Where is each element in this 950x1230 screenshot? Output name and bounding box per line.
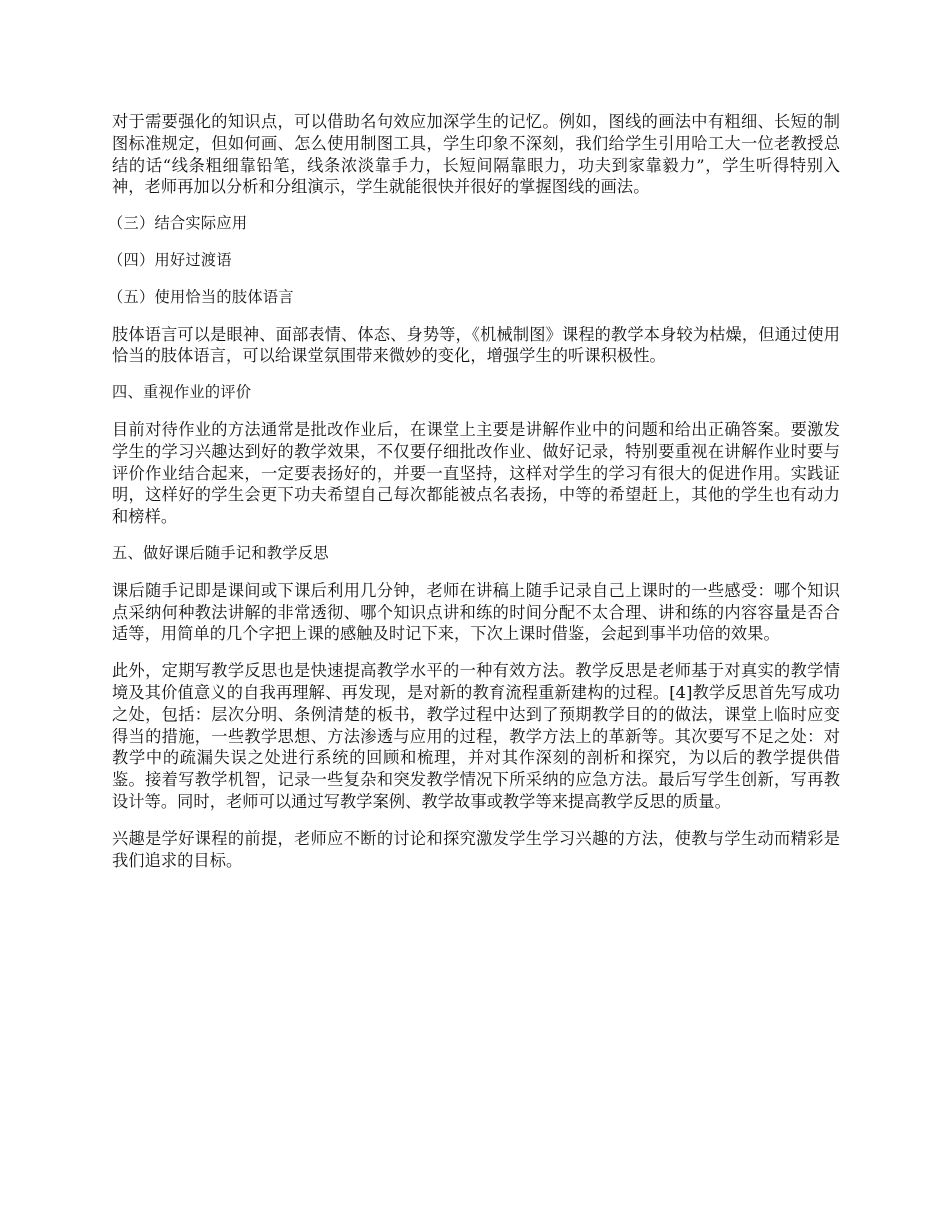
document-page xyxy=(108,111,840,886)
paragraph-famous-quotes: 对于需要强化的知识点，可以借助名句效应加深学生的记忆。例如，图线的画法中有粗细、长短的制图标准规定，但如何画、怎么使用制图工具，学生印象不深刻，我们给学生引用哈工大一位老教授总结的话“线条粗细靠铅笔，线条浓淡靠手力，长短间隔靠眼力，功夫到家靠毅力”，学生听得特别入神，老师再加以分析和分组演示，学生就能很快并很好的掌握图线的画法。 xyxy=(112,112,840,197)
subheading-practical-application: （三）结合实际应用 xyxy=(108,214,248,233)
section-heading-notes-and-reflection: 五、做好课后随手记和教学反思 xyxy=(112,543,329,562)
paragraph-conclusion: 兴趣是学好课程的前提，老师应不断的讨论和探究激发学生学习兴趣的方法，使教与学生动而精彩是我们追求的目标。 xyxy=(112,828,840,870)
paragraph-body-language: 肢体语言可以是眼神、面部表情、体态、身势等，《机械制图》课程的教学本身较为枯燥，但通过使用恰当的肢体语言，可以给课堂氛围带来微妙的变化，增强学生的听课积极性。 xyxy=(112,324,840,366)
subheading-body-language: （五）使用恰当的肢体语言 xyxy=(108,287,294,306)
paragraph-after-class-notes: 课后随手记即是课间或下课后利用几分钟，老师在讲稿上随手记录自己上课时的一些感受：哪个知识点采纳何种教法讲解的非常透彻、哪个知识点讲和练的时间分配不太合理、讲和练的内容容量是否合适等，用简单的几个字把上课的感触及时记下来，下次上课时借鉴，会起到事半功倍的效果。 xyxy=(112,580,840,644)
paragraph-homework-evaluation: 目前对待作业的方法通常是批改作业后，在课堂上主要是讲解作业中的问题和给出正确答案。要激发学生的学习兴趣达到好的教学效果，不仅要仔细批改作业、做好记录，特别要重视在讲解作业时要与评价作业结合起来，一定要表扬好的，并要一直坚持，这样对学生的学习有很大的促进作用。实践证明，这样好的学生会更下功夫希望自己每次都能被点名表扬，中等的希望赶上，其他的学生也有动力和榜样。 xyxy=(112,419,840,527)
subheading-transition-language: （四）用好过渡语 xyxy=(108,250,232,269)
paragraph-teaching-reflection: 此外，定期写教学反思也是快速提高教学水平的一种有效方法。教学反思是老师基于对真实的教学情境及其价值意义的自我再理解、再发现，是对新的教育流程重新建构的过程。[4]教学反思首先写成功之处，包括：层次分明、条例清楚的板书，教学过程中达到了预期教学目的的做法，课堂上临时应变得当的措施，一些教学思想、方法渗透与应用的过程，教学方法上的革新等。其次要写不足之处：对教学中的疏漏失误之处进行系统的回顾和梳理，并对其作深刻的剖析和探究，为以后的教学提供借鉴。接着写教学机智，记录一些复杂和突发教学情况下所采纳的应急方法。最后写学生创新，写再教设计等。同时，老师可以通过写教学案例、教学故事或教学等来提高教学反思的质量。 xyxy=(112,661,840,811)
section-heading-homework-evaluation: 四、重视作业的评价 xyxy=(112,383,252,402)
